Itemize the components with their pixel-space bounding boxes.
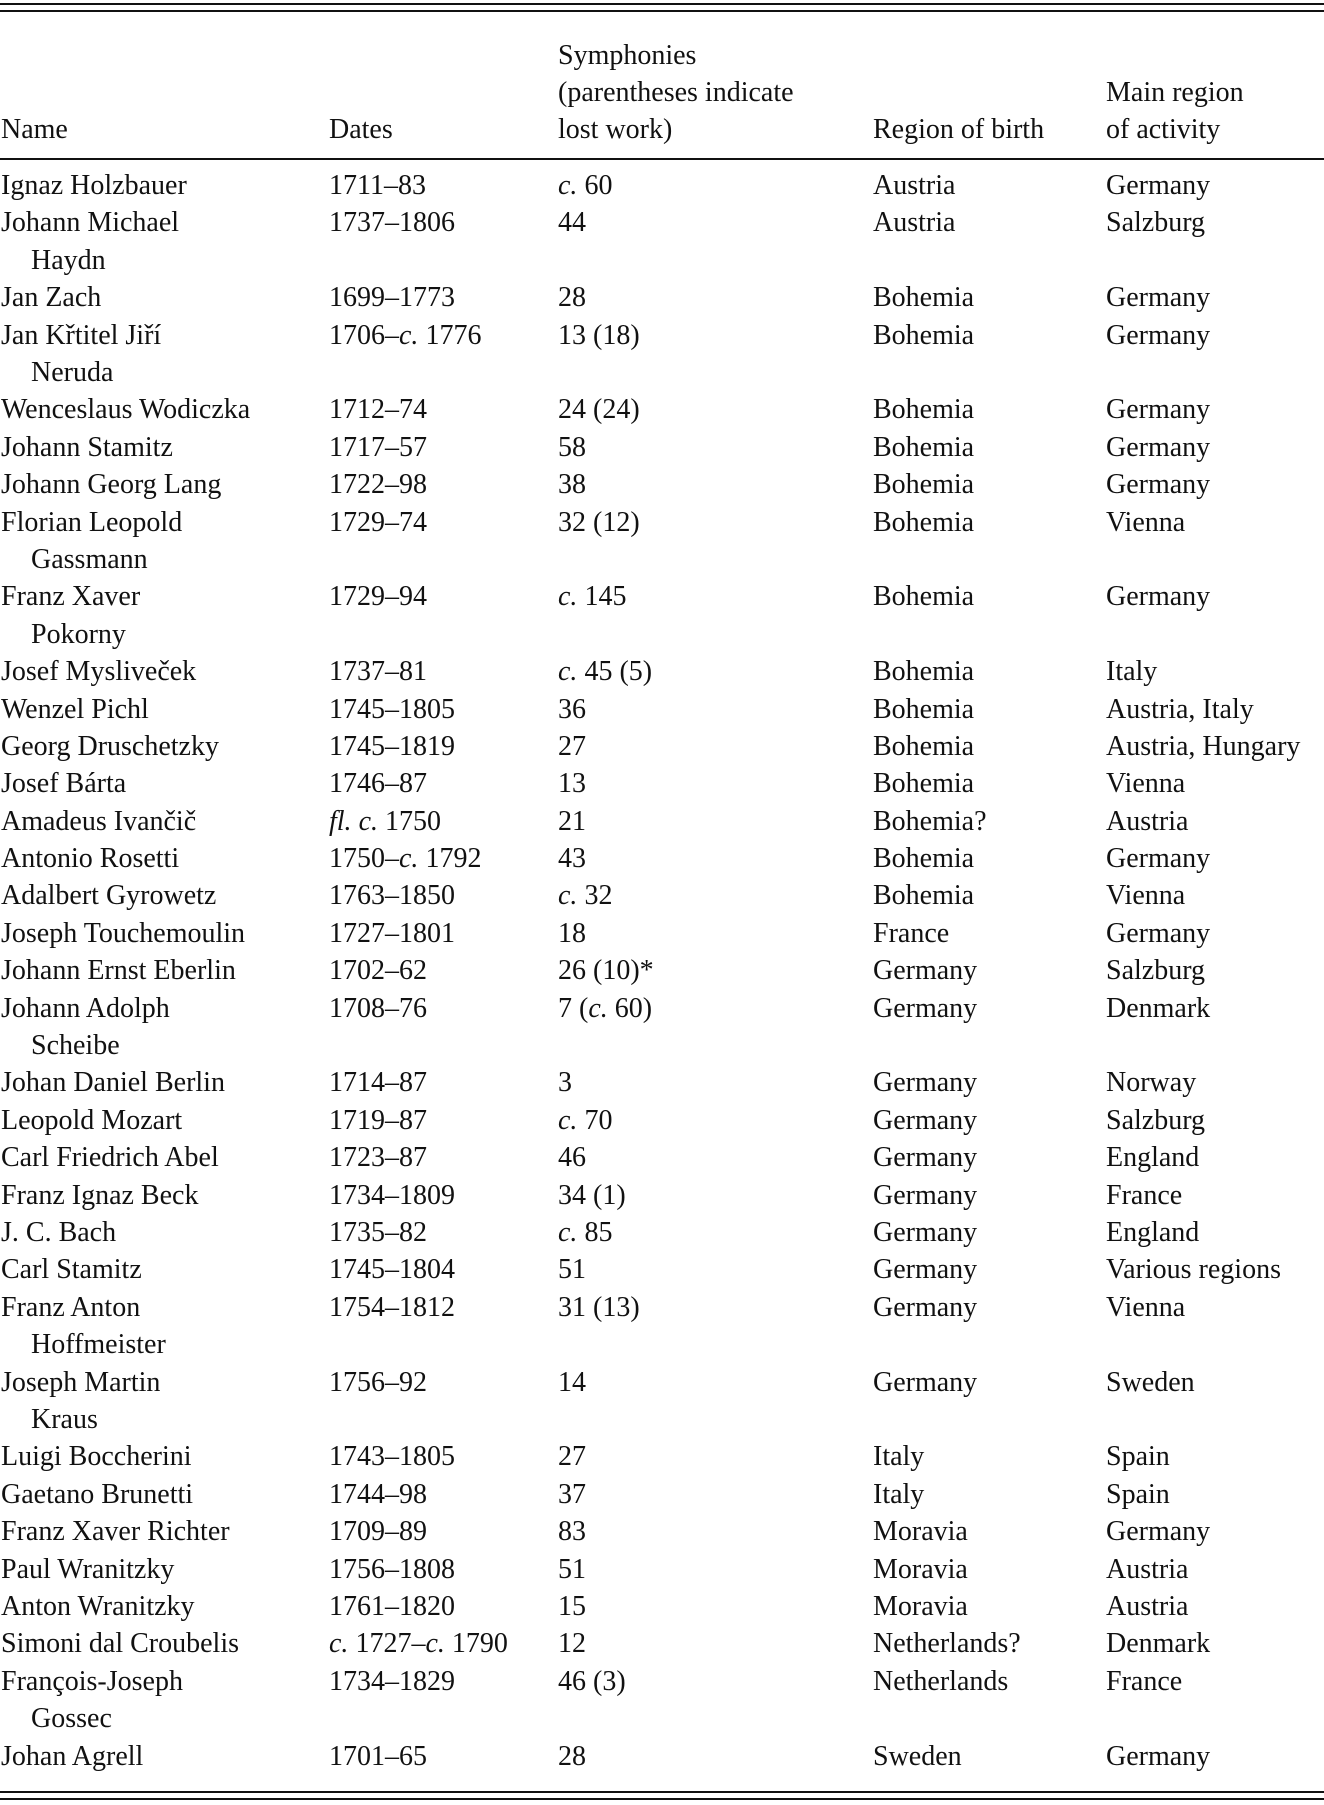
name-line: Leopold Mozart [1,1104,183,1136]
cell-symphonies: c. 60 [558,170,613,201]
cell-symphonies: 32 (12) [558,506,640,538]
cell-region-of-birth: Bohemia [873,730,975,762]
table-row [0,990,1324,1065]
cell-dates: 1737–81 [329,656,427,688]
cell-name [1,728,321,765]
table-row [0,1064,1324,1101]
cell-main-region: Germany [1106,469,1211,501]
cell-symphonies: 27 [558,1441,586,1473]
cell-symphonies: 46 (3) [558,1665,626,1697]
cell-region-of-birth: Bohemia? [873,805,987,837]
name-line: Carl Stamitz [1,1254,142,1286]
cell-symphonies: 37 [558,1478,586,1510]
cell-symphonies: 15 [558,1590,586,1622]
cell-name [1,1251,321,1288]
cell-region-of-birth: Bohemia [873,431,975,463]
cell-region-of-birth: Germany [873,1142,978,1174]
cell-dates: 1719–87 [329,1104,427,1136]
name-continuation: Gossec [31,1703,112,1735]
cell-region-of-birth: Moravia [873,1590,968,1622]
cell-symphonies: 51 [558,1254,586,1286]
cell-symphonies: 13 (18) [558,319,640,351]
cell-region-of-birth: Bohemia [873,693,975,725]
cell-symphonies: 34 (1) [558,1179,626,1211]
cell-region-of-birth: Germany [873,1067,978,1099]
cell-dates: 1708–76 [329,992,427,1024]
header-name-text: Name [1,114,68,145]
cell-name [1,1513,321,1550]
name-line: J. C. Bach [1,1217,117,1249]
cell-main-region: Germany [1106,917,1211,949]
cell-region-of-birth: Bohemia [873,581,975,613]
name-line: Luigi Boccherini [1,1441,192,1473]
cell-main-region: Salzburg [1106,207,1206,239]
name-line: Jan Křtitel Jiří [1,319,162,351]
cell-main-region: France [1106,1665,1183,1697]
name-line: Wenceslaus Wodiczka [1,394,251,426]
name-line: Franz Xaver Richter [1,1516,230,1548]
table-body [0,167,1324,1775]
cell-name [1,1738,321,1775]
cell-main-region: Austria [1106,1553,1189,1585]
cell-region-of-birth: Germany [873,1291,978,1323]
cell-dates: fl. c. 1750 [329,805,441,837]
name-line: Wenzel Pichl [1,693,149,725]
cell-region-of-birth: Italy [873,1478,925,1510]
name-line: François-Joseph [1,1665,183,1697]
cell-name [1,1289,321,1364]
cell-symphonies: 28 [558,282,586,314]
cell-region-of-birth: Bohemia [873,843,975,875]
cell-name [1,1476,321,1513]
name-line: Johann Michael [1,207,180,239]
cell-symphonies: 3 [558,1067,572,1099]
cell-main-region: Vienna [1106,768,1186,800]
cell-dates: 1743–1805 [329,1441,455,1473]
cell-symphonies: 7 (c. 60) [558,992,653,1024]
table-row [0,728,1324,765]
cell-name [1,1214,321,1251]
cell-name [1,504,321,579]
cell-main-region: Vienna [1106,506,1186,538]
table-row [0,877,1324,914]
table-row [0,1551,1324,1588]
table-row [0,691,1324,728]
cell-region-of-birth: Netherlands? [873,1628,1021,1660]
cell-dates: 1701–65 [329,1740,427,1772]
cell-dates: 1722–98 [329,469,427,501]
cell-dates: 1761–1820 [329,1590,455,1622]
table-row [0,653,1324,690]
name-line: Franz Anton [1,1291,141,1323]
table-row [0,803,1324,840]
header-symphonies-line2: (parentheses indicate [558,77,794,108]
cell-region-of-birth: Bohemia [873,656,975,688]
cell-main-region: Sweden [1106,1366,1195,1398]
header-dates-text: Dates [329,114,393,145]
cell-symphonies: 51 [558,1553,586,1585]
header-main-region-line2: of activity [1106,114,1221,145]
cell-dates: 1735–82 [329,1217,427,1249]
table-row [0,1588,1324,1625]
bottom-rule [0,1791,1324,1793]
cell-main-region: Vienna [1106,880,1186,912]
table-row [0,578,1324,653]
cell-symphonies: 44 [558,207,586,239]
table-row [0,1102,1324,1139]
cell-region-of-birth: Bohemia [873,394,975,426]
top-rule-inner [0,10,1324,12]
header-dates [329,30,539,148]
cell-region-of-birth: Netherlands [873,1665,1009,1697]
name-line: Franz Ignaz Beck [1,1179,199,1211]
name-line: Ignaz Holzbauer [1,170,187,201]
cell-dates: 1711–83 [329,170,426,201]
table-row [0,391,1324,428]
table-row [0,1251,1324,1288]
cell-main-region: Norway [1106,1067,1197,1099]
cell-region-of-birth: Germany [873,1217,978,1249]
cell-name [1,429,321,466]
name-line: Simoni dal Croubelis [1,1628,239,1660]
name-line: Josef Bárta [1,768,127,800]
cell-name [1,317,321,392]
name-line: Paul Wranitzky [1,1553,175,1585]
cell-dates: 1734–1829 [329,1665,455,1697]
name-line: Johann Georg Lang [1,469,222,501]
cell-region-of-birth: Moravia [873,1516,968,1548]
cell-name [1,952,321,989]
cell-symphonies: 18 [558,917,586,949]
cell-main-region: Salzburg [1106,1104,1206,1136]
cell-dates: 1709–89 [329,1516,427,1548]
bottom-rule-inner [0,1798,1324,1800]
cell-dates: 1756–1808 [329,1553,455,1585]
cell-main-region: Salzburg [1106,955,1206,987]
cell-dates: 1712–74 [329,394,427,426]
table-row [0,1625,1324,1662]
header-symphonies [558,30,858,148]
cell-main-region: Spain [1106,1478,1170,1510]
header-symphonies-line1: Symphonies [558,40,697,71]
cell-symphonies: 14 [558,1366,586,1398]
cell-region-of-birth: France [873,917,950,949]
cell-region-of-birth: Bohemia [873,768,975,800]
table-row [0,840,1324,877]
cell-main-region: Vienna [1106,1291,1186,1323]
cell-dates: 1763–1850 [329,880,455,912]
cell-dates: 1734–1809 [329,1179,455,1211]
cell-name [1,915,321,952]
cell-symphonies: 27 [558,730,586,762]
cell-region-of-birth: Germany [873,955,978,987]
cell-region-of-birth: Austria [873,207,956,239]
table-row [0,915,1324,952]
cell-region-of-birth: Austria [873,170,956,201]
table-row [0,1364,1324,1439]
cell-region-of-birth: Germany [873,1366,978,1398]
cell-symphonies: 43 [558,843,586,875]
header-main-region [1106,30,1324,148]
name-line: Joseph Touchemoulin [1,917,246,949]
cell-name [1,204,321,279]
cell-main-region: Germany [1106,282,1211,314]
table-row [0,317,1324,392]
cell-region-of-birth: Italy [873,1441,925,1473]
name-line: Florian Leopold [1,506,183,538]
cell-name [1,1438,321,1475]
name-line: Joseph Martin [1,1366,161,1398]
cell-symphonies: 83 [558,1516,586,1548]
name-continuation: Hoffmeister [31,1329,166,1361]
cell-dates: 1756–92 [329,1366,427,1398]
cell-name [1,1102,321,1139]
cell-dates: 1745–1805 [329,693,455,725]
cell-dates: 1729–94 [329,581,427,613]
name-line: Johann Stamitz [1,431,173,463]
cell-dates: 1750–c. 1792 [329,843,482,875]
cell-name [1,391,321,428]
cell-symphonies: 26 (10)* [558,955,654,987]
cell-region-of-birth: Germany [873,1104,978,1136]
cell-dates: 1754–1812 [329,1291,455,1323]
table-row [0,429,1324,466]
cell-name [1,1177,321,1214]
cell-name [1,877,321,914]
cell-dates: 1746–87 [329,768,427,800]
name-continuation: Scheibe [31,1030,120,1062]
cell-symphonies: 58 [558,431,586,463]
name-line: Carl Friedrich Abel [1,1142,219,1174]
cell-region-of-birth: Bohemia [873,880,975,912]
cell-dates: 1717–57 [329,431,427,463]
cell-name [1,466,321,503]
cell-symphonies: 46 [558,1142,586,1174]
cell-dates: 1745–1804 [329,1254,455,1286]
name-continuation: Kraus [31,1404,98,1435]
cell-name [1,765,321,802]
cell-name [1,1625,321,1662]
cell-name [1,279,321,316]
cell-symphonies: c. 70 [558,1104,613,1136]
cell-name [1,803,321,840]
cell-dates: 1706–c. 1776 [329,319,482,351]
name-continuation: Neruda [31,356,114,388]
table-row [0,952,1324,989]
cell-main-region: Germany [1106,319,1211,351]
name-line: Adalbert Gyrowetz [1,880,217,912]
cell-region-of-birth: Germany [873,1179,978,1211]
cell-name [1,1139,321,1176]
name-line: Jan Zach [1,282,102,314]
cell-main-region: Germany [1106,170,1211,201]
cell-symphonies: c. 85 [558,1217,613,1249]
table-row [0,1738,1324,1775]
cell-dates: 1727–1801 [329,917,455,949]
cell-name [1,578,321,653]
table-row [0,1476,1324,1513]
table-row [0,1438,1324,1475]
cell-name [1,653,321,690]
cell-symphonies: 31 (13) [558,1291,640,1323]
cell-dates: c. 1727–c. 1790 [329,1628,508,1660]
cell-name [1,1663,321,1738]
table-row [0,204,1324,279]
cell-dates: 1744–98 [329,1478,427,1510]
cell-main-region: England [1106,1217,1200,1249]
cell-region-of-birth: Bohemia [873,319,975,351]
name-line: Anton Wranitzky [1,1590,195,1622]
cell-dates: 1745–1819 [329,730,455,762]
name-line: Johann Ernst Eberlin [1,955,236,987]
name-line: Johann Adolph [1,992,170,1024]
header-region-of-birth-text: Region of birth [873,114,1045,145]
header-symphonies-line3: lost work) [558,114,673,145]
name-line: Amadeus Ivančič [1,805,197,837]
table-row [0,1139,1324,1176]
cell-symphonies: 24 (24) [558,394,640,426]
cell-name [1,1364,321,1439]
cell-region-of-birth: Bohemia [873,282,975,314]
name-continuation: Haydn [31,244,106,276]
name-continuation: Gassmann [31,543,148,575]
cell-main-region: Germany [1106,431,1211,463]
table-row [0,504,1324,579]
name-line: Antonio Rosetti [1,843,180,875]
cell-symphonies: 21 [558,805,586,837]
cell-name [1,1551,321,1588]
cell-dates: 1702–62 [329,955,427,987]
name-line: Johan Agrell [1,1740,144,1772]
table-row [0,765,1324,802]
cell-region-of-birth: Sweden [873,1740,962,1772]
header-rule [0,158,1324,160]
cell-main-region: Various regions [1106,1254,1281,1286]
cell-symphonies: 28 [558,1740,586,1772]
cell-main-region: Germany [1106,394,1211,426]
cell-main-region: Italy [1106,656,1158,688]
name-continuation: Pokorny [31,618,126,650]
cell-main-region: Germany [1106,1516,1211,1548]
cell-region-of-birth: Bohemia [873,469,975,501]
cell-symphonies: 13 [558,768,586,800]
table-row [0,1289,1324,1364]
cell-name [1,840,321,877]
cell-symphonies: 36 [558,693,586,725]
name-line: Josef Mysliveček [1,656,197,688]
cell-name [1,691,321,728]
cell-main-region: England [1106,1142,1200,1174]
cell-region-of-birth: Moravia [873,1553,968,1585]
table-row [0,279,1324,316]
name-line: Johan Daniel Berlin [1,1067,225,1099]
cell-dates: 1737–1806 [329,207,455,239]
header-name [1,30,321,148]
cell-region-of-birth: Germany [873,992,978,1024]
header-region-of-birth [873,30,1093,148]
table-row [0,1177,1324,1214]
cell-name [1,990,321,1065]
cell-dates: 1699–1773 [329,282,455,314]
table-row [0,1513,1324,1550]
cell-main-region: France [1106,1179,1183,1211]
cell-region-of-birth: Bohemia [873,506,975,538]
cell-name [1,167,321,204]
cell-dates: 1714–87 [329,1067,427,1099]
name-line: Franz Xaver [1,581,141,613]
table-row [0,466,1324,503]
table-row [0,167,1324,204]
cell-symphonies: c. 32 [558,880,613,912]
cell-dates: 1723–87 [329,1142,427,1174]
cell-symphonies: 12 [558,1628,586,1660]
cell-main-region: Spain [1106,1441,1170,1473]
name-line: Georg Druschetzky [1,730,219,762]
table-row [0,1214,1324,1251]
cell-symphonies: c. 45 (5) [558,656,653,688]
cell-main-region: Austria, Italy [1106,693,1254,725]
cell-main-region: Denmark [1106,1628,1211,1660]
name-line: Gaetano Brunetti [1,1478,194,1510]
cell-main-region: Austria [1106,1590,1189,1622]
cell-name [1,1588,321,1625]
cell-symphonies: 38 [558,469,586,501]
cell-main-region: Germany [1106,581,1211,613]
cell-main-region: Germany [1106,843,1211,875]
cell-main-region: Austria [1106,805,1189,837]
cell-name [1,1064,321,1101]
table-row [0,1663,1324,1738]
cell-main-region: Austria, Hungary [1106,730,1301,762]
cell-region-of-birth: Germany [873,1254,978,1286]
header-main-region-line1: Main region [1106,77,1244,108]
cell-symphonies: c. 145 [558,581,627,613]
top-rule [0,3,1324,5]
cell-main-region: Denmark [1106,992,1211,1024]
cell-dates: 1729–74 [329,506,427,538]
cell-main-region: Germany [1106,1740,1211,1772]
